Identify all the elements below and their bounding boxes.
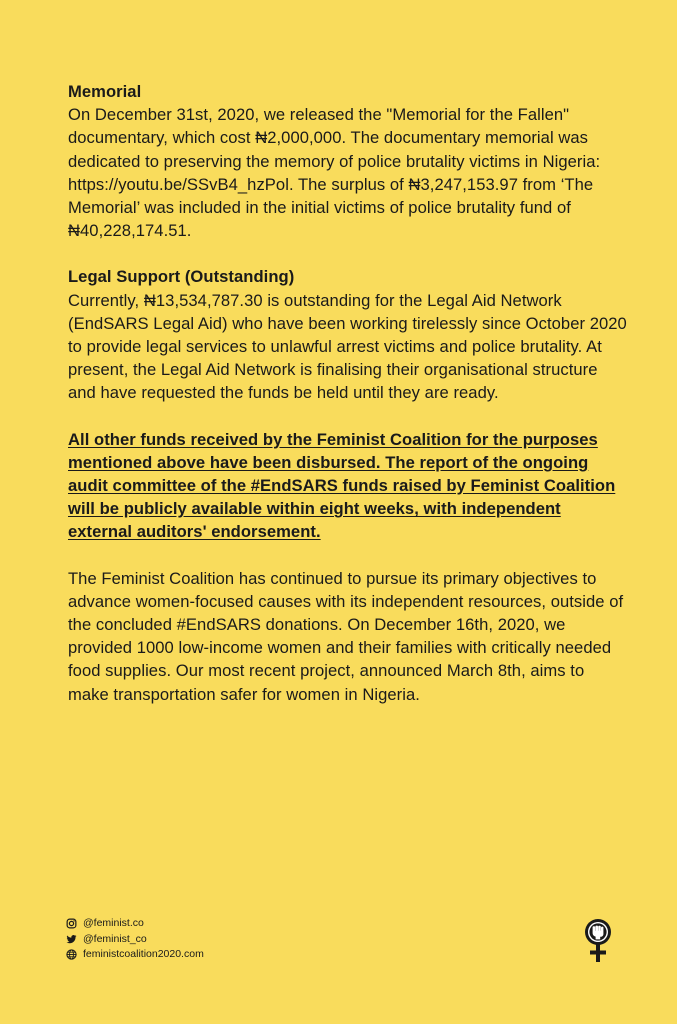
memorial-paragraph: On December 31st, 2020, we released the "Memorial for the Fallen" documentary, which cost ₦2,000,000. The documentary memorial was dedicated to preserving the memory of police brutality victims in Nigeria: https://youtu.be/SSvB4_hzPol. The surplus of ₦3,247,153.97 from ‘The Memorial’ was included in the initial victims of police brutality fund of ₦40,228,174.51. — [68, 105, 601, 241]
closing-paragraph: The Feminist Coalition has continued to pursue its primary objectives to advance women-focused causes with its independent resources, outside of the concluded #EndSARS donations. On December 16th, 2020, we provided 1000 low-income women and their families with critically needed food supplies. Our most recent project, announced March 8th, aims to make transportation safer for women in Nigeria. — [68, 568, 624, 704]
legal-support-heading: Legal Support (Outstanding) — [68, 267, 295, 287]
twitter-icon — [66, 934, 77, 945]
legal-support-section — [68, 265, 628, 404]
instagram-link[interactable] — [66, 916, 204, 932]
document-body — [68, 80, 628, 706]
twitter-link[interactable] — [66, 932, 204, 948]
disbursement-notice: All other funds received by the Feminist Coalition for the purposes mentioned above have been disbursed. The report of the ongoing audit committee of the #EndSARS funds raised by Feminist Coalition will be publicly available within eight weeks, with independent external auditors' endorsement. — [68, 429, 616, 542]
feminist-fist-logo — [582, 917, 614, 963]
website-url: feministcoalition2020.com — [83, 948, 204, 960]
website-link[interactable] — [66, 947, 204, 963]
social-links — [66, 916, 204, 963]
globe-icon — [66, 949, 77, 960]
instagram-icon — [66, 918, 77, 929]
legal-support-paragraph: Currently, ₦13,534,787.30 is outstanding for the Legal Aid Network (EndSARS Legal Aid) who have been working tirelessly since October 2020 to provide legal services to unlawful arrest victims and police brutality. At present, the Legal Aid Network is finalising their organisational structure and have requested the funds be held until they are ready. — [68, 290, 627, 403]
memorial-heading: Memorial — [68, 82, 142, 101]
memorial-section — [68, 80, 628, 242]
twitter-handle: @feminist_co — [83, 932, 147, 945]
instagram-handle: @feminist.co — [83, 917, 144, 929]
